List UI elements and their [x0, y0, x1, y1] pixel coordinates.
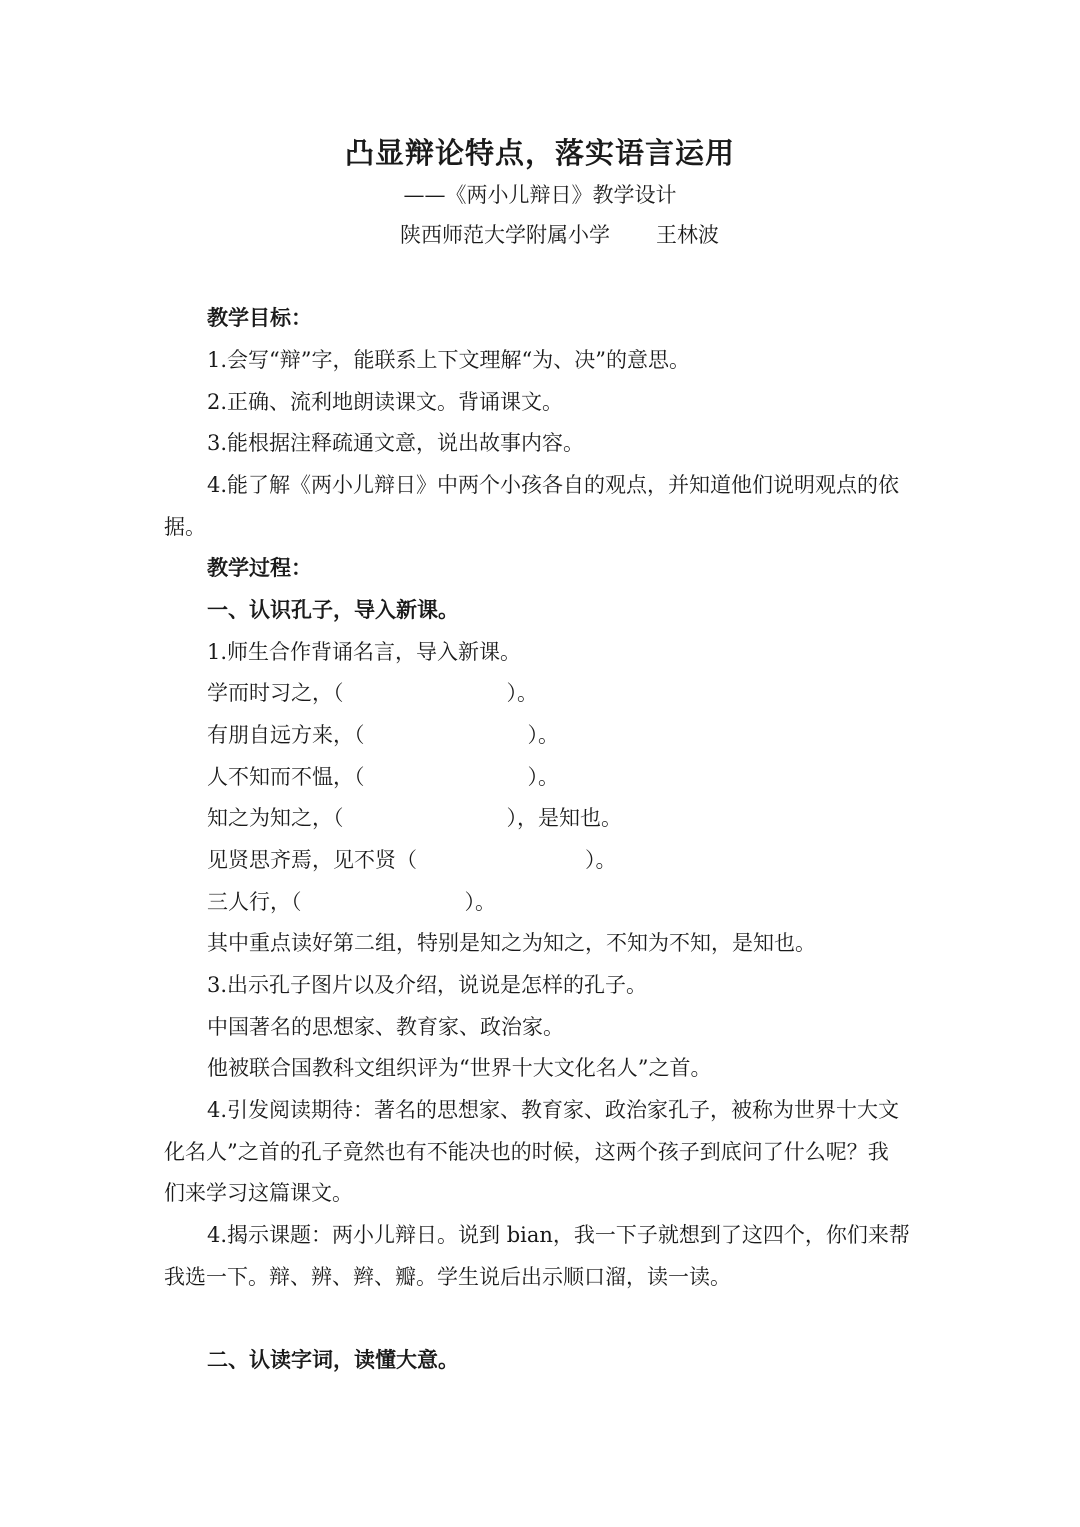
quote-end: ），是知也。	[506, 806, 622, 830]
quote-line	[207, 721, 559, 749]
quote-line	[207, 679, 538, 707]
quote-line	[207, 804, 622, 832]
quote-line	[207, 888, 496, 916]
goal-item: 4.能了解《两小儿辩日》中两个小孩各自的观点，并知道他们说明观点的依	[207, 473, 900, 497]
goals-heading: 教学目标：	[207, 305, 312, 330]
step-text: 4.引发阅读期待：著名的思想家、教育家、政治家孔子，被称为世界十大文	[207, 1098, 900, 1122]
quote-end: ）。	[464, 890, 496, 914]
quote-start: 知之为知之，（	[207, 806, 344, 830]
quote-end: ）。	[527, 723, 559, 747]
quote-start: 有朋自远方来，（	[207, 723, 365, 747]
intro-text: 他被联合国教科文组织评为“世界十大文化名人”之首。	[207, 1056, 712, 1080]
goal-item-continued: 据。	[164, 515, 206, 539]
quote-end: ）。	[527, 765, 559, 789]
quote-start: 学而时习之，（	[207, 681, 344, 705]
section-heading: 一、认识孔子，导入新课。	[207, 597, 459, 622]
intro-text: 中国著名的思想家、教育家、政治家。	[207, 1015, 564, 1039]
goal-item: 2.正确、流利地朗读课文。背诵课文。	[207, 390, 564, 414]
author-line	[400, 221, 719, 249]
author-name: 王林波	[656, 223, 719, 247]
quote-line	[207, 846, 617, 874]
school-name: 陕西师范大学附属小学	[400, 223, 610, 247]
quote-start: 见贤思齐焉，见不贤（	[207, 848, 417, 872]
step-text: 4.揭示课题：两小儿辩日。说到 bian，我一下子就想到了这四个，你们来帮	[207, 1223, 910, 1247]
quote-line	[207, 763, 559, 791]
section-heading: 二、认读字词，读懂大意。	[207, 1347, 459, 1372]
quote-end: ）。	[506, 681, 538, 705]
quote-start: 人不知而不愠，（	[207, 765, 365, 789]
step-text: 3.出示孔子图片以及介绍，说说是怎样的孔子。	[207, 973, 648, 997]
step-text-continued: 我选一下。辩、辨、辫、瓣。学生说后出示顺口溜，读一读。	[164, 1265, 731, 1289]
quote-start: 三人行，（	[207, 890, 302, 914]
process-heading: 教学过程：	[207, 555, 312, 580]
goal-item: 3.能根据注释疏通文意，说出故事内容。	[207, 431, 585, 455]
step-text-continued: 们来学习这篇课文。	[164, 1181, 353, 1205]
step-text-continued: 化名人”之首的孔子竟然也有不能决也的时候，这两个孩子到底问了什么呢？我	[164, 1140, 889, 1164]
step-text: 1.师生合作背诵名言，导入新课。	[207, 640, 522, 664]
step-text: 其中重点读好第二组，特别是知之为知之，不知为不知，是知也。	[207, 931, 816, 955]
goal-item: 1.会写“辩”字，能联系上下文理解“为、决”的意思。	[207, 348, 690, 372]
quote-end: ）。	[585, 848, 617, 872]
page-title: 凸显辩论特点，落实语言运用	[344, 136, 735, 170]
page-subtitle: ——《两小儿辩日》教学设计	[403, 183, 677, 207]
